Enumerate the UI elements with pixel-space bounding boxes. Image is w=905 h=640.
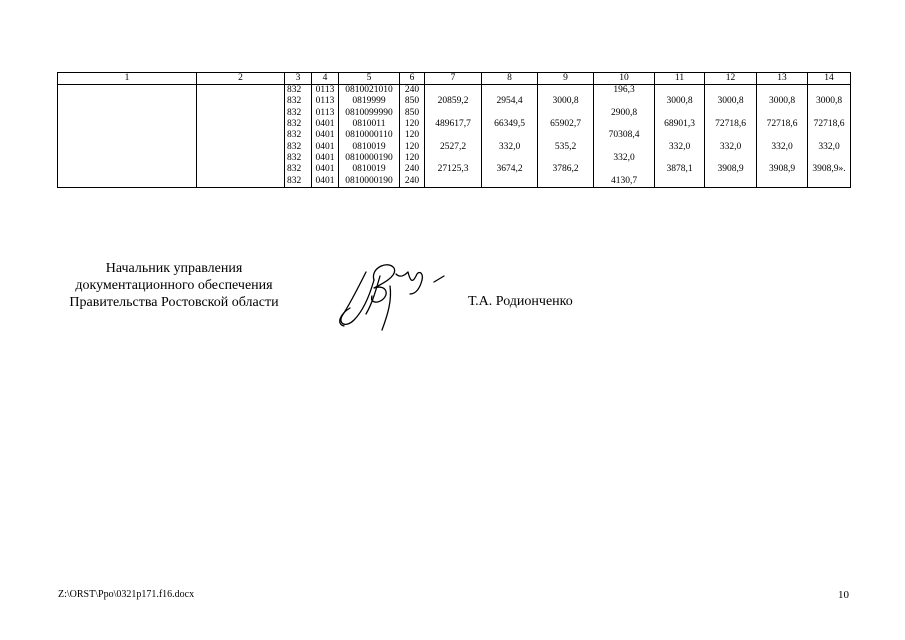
table-cell: 832 bbox=[285, 119, 312, 130]
table-cell: 0113 bbox=[312, 85, 339, 97]
table-cell: 0819999 bbox=[339, 96, 400, 107]
table-cell: 3786,2 bbox=[538, 164, 594, 175]
table-cell bbox=[655, 85, 705, 97]
table-cell bbox=[594, 164, 655, 175]
table-cell: 832 bbox=[285, 164, 312, 175]
table-cell: 332,0 bbox=[655, 141, 705, 152]
table-cell: 27125,3 bbox=[425, 164, 482, 175]
table-cell bbox=[538, 175, 594, 187]
table-cell: 196,3 bbox=[594, 85, 655, 97]
table-cell bbox=[482, 108, 538, 119]
table-header-row bbox=[58, 73, 851, 85]
table-cell: 0113 bbox=[312, 108, 339, 119]
table-cell bbox=[425, 130, 482, 141]
table-cell: 20859,2 bbox=[425, 96, 482, 107]
table-cell bbox=[538, 85, 594, 97]
table-cell: 240 bbox=[400, 85, 425, 97]
table-cell bbox=[757, 130, 808, 141]
table-cell bbox=[482, 85, 538, 97]
table-cell: 120 bbox=[400, 141, 425, 152]
table-cell: 4130,7 bbox=[594, 175, 655, 187]
table-cell bbox=[655, 130, 705, 141]
table-cell: 120 bbox=[400, 119, 425, 130]
table-cell: 832 bbox=[285, 175, 312, 187]
table-cell bbox=[705, 130, 757, 141]
table-cell: 3000,8 bbox=[538, 96, 594, 107]
table-cell: 0401 bbox=[312, 119, 339, 130]
table-cell: 3908,9 bbox=[705, 164, 757, 175]
column-header: 10 bbox=[594, 73, 655, 85]
table-cell bbox=[482, 175, 538, 187]
table-cell: 0401 bbox=[312, 153, 339, 164]
table-cell bbox=[425, 175, 482, 187]
table-cell: 0401 bbox=[312, 141, 339, 152]
table-cell: 3000,8 bbox=[808, 96, 851, 107]
column-header: 4 bbox=[312, 73, 339, 85]
table-cell bbox=[757, 108, 808, 119]
table-cell: 0810000110 bbox=[339, 130, 400, 141]
table-cell: 0810099990 bbox=[339, 108, 400, 119]
table-cell: 332,0 bbox=[757, 141, 808, 152]
table-cell: 535,2 bbox=[538, 141, 594, 152]
table-cell bbox=[425, 85, 482, 97]
column-header: 13 bbox=[757, 73, 808, 85]
signatory-name: Т.А. Родионченко bbox=[468, 294, 573, 309]
table-cell: 68901,3 bbox=[655, 119, 705, 130]
table-cell bbox=[757, 85, 808, 97]
table-cell bbox=[757, 153, 808, 164]
table-cell: 65902,7 bbox=[538, 119, 594, 130]
table-cell bbox=[655, 108, 705, 119]
column-header: 6 bbox=[400, 73, 425, 85]
table-cell: 3000,8 bbox=[655, 96, 705, 107]
table-cell bbox=[757, 175, 808, 187]
table-cell bbox=[482, 153, 538, 164]
footer-file-path: Z:\ORST\Ppo\0321p171.f16.docx bbox=[58, 589, 195, 600]
table-cell: 832 bbox=[285, 153, 312, 164]
table-cell bbox=[808, 108, 851, 119]
signatory-title-line: Начальник управления bbox=[105, 261, 243, 276]
table-cell bbox=[655, 175, 705, 187]
table-cell: 0810011 bbox=[339, 119, 400, 130]
table-cell: 72718,6 bbox=[705, 119, 757, 130]
column-header: 5 bbox=[339, 73, 400, 85]
table-cell: 332,0 bbox=[594, 153, 655, 164]
table-cell: 489617,7 bbox=[425, 119, 482, 130]
table-cell: 3674,2 bbox=[482, 164, 538, 175]
table-cell bbox=[655, 153, 705, 164]
table-cell: 832 bbox=[285, 108, 312, 119]
table-cell bbox=[594, 141, 655, 152]
table-cell: 0401 bbox=[312, 175, 339, 187]
table-cell bbox=[705, 108, 757, 119]
merged-cell-col1 bbox=[58, 85, 197, 188]
budget-table bbox=[57, 72, 851, 188]
table-cell: 72718,6 bbox=[757, 119, 808, 130]
table-cell bbox=[538, 108, 594, 119]
column-header: 11 bbox=[655, 73, 705, 85]
table-cell: 332,0 bbox=[705, 141, 757, 152]
table-cell: 832 bbox=[285, 141, 312, 152]
handwritten-signature bbox=[330, 254, 450, 334]
column-header: 9 bbox=[538, 73, 594, 85]
table-row bbox=[58, 85, 851, 97]
table-cell: 332,0 bbox=[808, 141, 851, 152]
table-cell bbox=[538, 153, 594, 164]
table-cell: 832 bbox=[285, 85, 312, 97]
table-cell bbox=[594, 119, 655, 130]
table-cell: 0401 bbox=[312, 164, 339, 175]
table-cell: 0810000190 bbox=[339, 175, 400, 187]
table-cell: 332,0 bbox=[482, 141, 538, 152]
table-cell: 3000,8 bbox=[705, 96, 757, 107]
table-cell: 3908,9 bbox=[757, 164, 808, 175]
page-number: 10 bbox=[838, 589, 849, 601]
table-cell: 0810019 bbox=[339, 164, 400, 175]
table-cell: 0810019 bbox=[339, 141, 400, 152]
column-header: 8 bbox=[482, 73, 538, 85]
table-cell: 3878,1 bbox=[655, 164, 705, 175]
table-cell bbox=[808, 175, 851, 187]
table-cell: 0401 bbox=[312, 130, 339, 141]
table-cell: 850 bbox=[400, 108, 425, 119]
table-body bbox=[58, 85, 851, 188]
table-cell bbox=[425, 153, 482, 164]
table-cell bbox=[808, 85, 851, 97]
table-cell bbox=[594, 96, 655, 107]
table-cell: 70308,4 bbox=[594, 130, 655, 141]
table-cell bbox=[705, 175, 757, 187]
column-header: 7 bbox=[425, 73, 482, 85]
table-cell: 72718,6 bbox=[808, 119, 851, 130]
table-cell: 850 bbox=[400, 96, 425, 107]
table-cell bbox=[808, 130, 851, 141]
table-cell bbox=[425, 108, 482, 119]
table-cell: 66349,5 bbox=[482, 119, 538, 130]
signatory-title-line: документационного обеспечения bbox=[75, 278, 273, 293]
table-cell bbox=[705, 153, 757, 164]
table-cell: 832 bbox=[285, 96, 312, 107]
table-cell bbox=[705, 85, 757, 97]
table-cell: 2954,4 bbox=[482, 96, 538, 107]
column-header: 3 bbox=[285, 73, 312, 85]
table-cell: 120 bbox=[400, 130, 425, 141]
signatory-title-line: Правительства Ростовской области bbox=[69, 295, 279, 310]
table-cell bbox=[808, 153, 851, 164]
signatory-title bbox=[58, 260, 290, 311]
table-cell: 3000,8 bbox=[757, 96, 808, 107]
table-cell: 120 bbox=[400, 153, 425, 164]
column-header: 2 bbox=[197, 73, 285, 85]
column-header: 1 bbox=[58, 73, 197, 85]
table-cell: 0810000190 bbox=[339, 153, 400, 164]
table-cell: 2527,2 bbox=[425, 141, 482, 152]
table-cell: 3908,9». bbox=[808, 164, 851, 175]
table-cell bbox=[538, 130, 594, 141]
table-cell: 2900,8 bbox=[594, 108, 655, 119]
table-cell bbox=[482, 130, 538, 141]
table-cell: 240 bbox=[400, 175, 425, 187]
table-cell: 0810021010 bbox=[339, 85, 400, 97]
table-cell: 832 bbox=[285, 130, 312, 141]
table-cell: 0113 bbox=[312, 96, 339, 107]
column-header: 14 bbox=[808, 73, 851, 85]
table-cell: 240 bbox=[400, 164, 425, 175]
merged-cell-col2 bbox=[197, 85, 285, 188]
column-header: 12 bbox=[705, 73, 757, 85]
